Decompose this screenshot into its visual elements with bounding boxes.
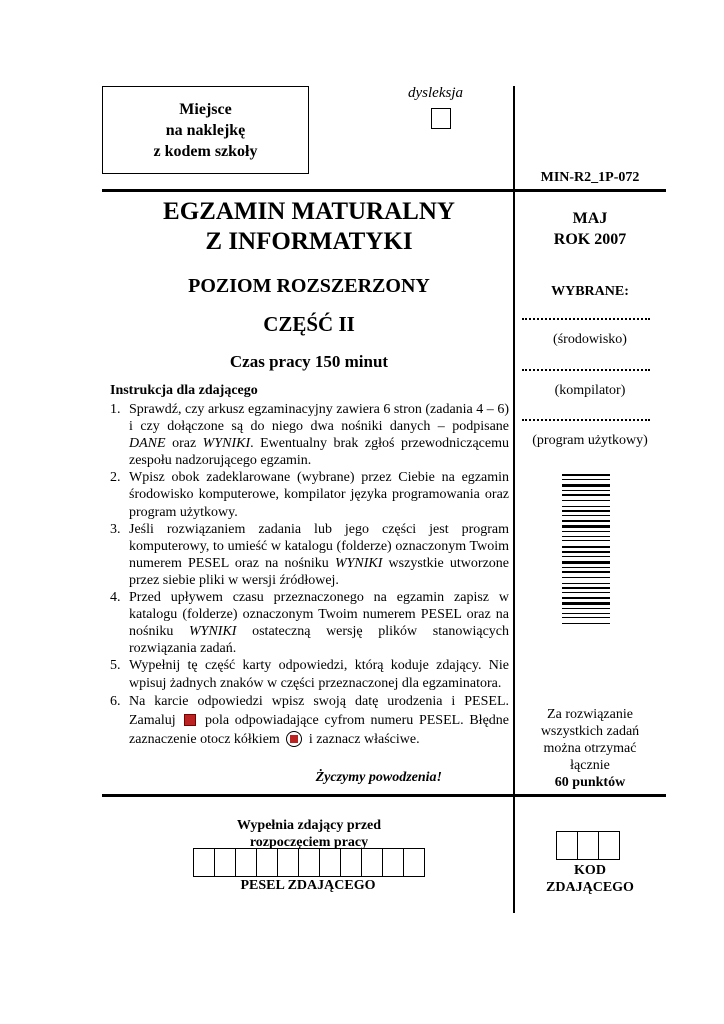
bottom-divider bbox=[102, 794, 666, 797]
circled-square-icon bbox=[286, 731, 302, 747]
student-code-input[interactable] bbox=[556, 831, 619, 860]
student-code-label bbox=[517, 862, 663, 896]
vertical-divider bbox=[513, 86, 515, 913]
pesel-digit-box[interactable] bbox=[277, 848, 299, 877]
instructions-title: Instrukcja dla zdającego bbox=[110, 383, 258, 398]
pesel-digit-box[interactable] bbox=[403, 848, 425, 877]
student-code-label-line-2: ZDAJĄCEGO bbox=[546, 880, 634, 895]
compiler-label: (kompilator) bbox=[554, 383, 626, 398]
exam-part: CZĘŚĆ II bbox=[263, 312, 355, 336]
points-line-2: wszystkich zadań bbox=[540, 724, 640, 739]
student-code-label-line-1: KOD bbox=[574, 863, 606, 878]
points-total: 60 punktów bbox=[554, 775, 626, 790]
pesel-label: PESEL ZDAJĄCEGO bbox=[240, 878, 376, 893]
pesel-digit-box[interactable] bbox=[214, 848, 236, 877]
exam-title-line-1: EGZAMIN MATURALNY bbox=[163, 198, 455, 225]
application-input-line[interactable] bbox=[522, 419, 650, 421]
fill-instruction-line-2: rozpoczęciem pracy bbox=[249, 835, 369, 850]
instruction-text: Sprawdź, czy arkusz egzaminacyjny zawiera 6 stron (zadania 4 – 6) i czy dołączone są do niego dwa nośniki danych – podpisane bbox=[129, 402, 509, 435]
pesel-digit-box[interactable] bbox=[340, 848, 362, 877]
code-digit-box[interactable] bbox=[577, 831, 599, 860]
points-line-3: można otrzymać bbox=[543, 741, 637, 756]
instruction-text: Jeśli rozwiązaniem zadania lub jego części jest program komputerowy, to umieść w katalogu (folderze) oznaczonym Twoim numerem PESEL oraz na nośniku bbox=[129, 521, 509, 571]
barcode-icon bbox=[562, 474, 610, 624]
fill-instruction bbox=[200, 817, 418, 851]
compiler-input-line[interactable] bbox=[522, 369, 650, 371]
exam-code: MIN-R2_1P-072 bbox=[540, 170, 640, 185]
dyslexia-label: dysleksja bbox=[408, 85, 463, 101]
sticker-line-2: na naklejkę bbox=[165, 121, 246, 139]
instruction-item bbox=[110, 469, 509, 520]
pesel-digit-box[interactable] bbox=[382, 848, 404, 877]
pesel-digit-box[interactable] bbox=[256, 848, 278, 877]
filled-square-icon bbox=[184, 714, 196, 726]
fill-instruction-line-1: Wypełnia zdający przed bbox=[236, 818, 382, 833]
exam-duration: Czas pracy 150 minut bbox=[229, 352, 389, 371]
environment-label: (środowisko) bbox=[553, 332, 627, 347]
instruction-number: 3. bbox=[110, 521, 121, 537]
instruction-text: Wpisz obok zadeklarowane (wybrane) przez Ciebie na egzamin środowisko komputerowe, kompilator języka programowania oraz program użytkowy. bbox=[129, 470, 509, 520]
pesel-digit-box[interactable] bbox=[193, 848, 215, 877]
pesel-digit-box[interactable] bbox=[235, 848, 257, 877]
chosen-heading: WYBRANE: bbox=[551, 284, 629, 299]
exam-title-line-2: Z INFORMATYKI bbox=[205, 228, 413, 255]
instruction-text: pola odpowiadające cyfrom numeru PESEL. Błędne zaznaczenie otocz kółkiem bbox=[129, 712, 509, 747]
instruction-item bbox=[110, 589, 509, 657]
good-luck-text: Życzymy powodzenia! bbox=[315, 770, 442, 785]
instruction-number: 4. bbox=[110, 590, 121, 606]
pesel-input[interactable] bbox=[193, 848, 424, 877]
instruction-item bbox=[110, 692, 509, 749]
instructions-list bbox=[110, 401, 509, 749]
instruction-text: Na karcie odpowiedzi wpisz swoją datę urodzenia i PESEL. Zamaluj bbox=[129, 693, 509, 728]
points-info bbox=[517, 706, 663, 791]
dyslexia-checkbox[interactable] bbox=[431, 108, 451, 129]
exam-level: POZIOM ROZSZERZONY bbox=[188, 275, 430, 297]
pesel-digit-box[interactable] bbox=[319, 848, 341, 877]
instruction-text: i zaznacz właściwe. bbox=[305, 731, 420, 747]
instruction-item bbox=[110, 657, 509, 691]
instruction-number: 5. bbox=[110, 658, 121, 674]
environment-input-line[interactable] bbox=[522, 318, 650, 320]
code-digit-box[interactable] bbox=[598, 831, 620, 860]
instruction-text: Wypełnij tę część karty odpowiedzi, którą koduje zdający. Nie wpisuj żadnych znaków w części przeznaczonej dla egzaminatora. bbox=[129, 658, 509, 691]
media-name-wyniki: WYNIKI bbox=[189, 624, 237, 640]
instruction-text: ostateczną wersję plików stanowiących rozwiązania zadań. bbox=[129, 624, 509, 657]
instruction-text: Przed upływem czasu przeznaczonego na egzamin zapisz w katalogu (folderze) oznaczonym Twoim numerem PESEL oraz na nośniku bbox=[129, 590, 509, 640]
media-name-dane: DANE bbox=[129, 436, 166, 452]
instruction-text: oraz bbox=[165, 436, 203, 452]
instruction-number: 2. bbox=[110, 470, 121, 486]
instruction-number: 1. bbox=[110, 402, 121, 417]
points-line-4: łącznie bbox=[570, 758, 610, 773]
media-name-wyniki: WYNIKI bbox=[202, 436, 251, 452]
instruction-text: wszystkie utworzone przez siebie pliki w wersji źródłowej. bbox=[129, 555, 510, 588]
exam-year: ROK 2007 bbox=[553, 231, 627, 248]
code-digit-box[interactable] bbox=[556, 831, 578, 860]
pesel-digit-box[interactable] bbox=[361, 848, 383, 877]
exam-month: MAJ bbox=[572, 210, 608, 227]
sticker-line-3: z kodem szkoły bbox=[153, 142, 258, 160]
instruction-number: 6. bbox=[110, 693, 121, 709]
instruction-item bbox=[110, 521, 509, 589]
sticker-line-1: Miejsce bbox=[179, 100, 232, 118]
instruction-item bbox=[110, 401, 509, 469]
top-divider bbox=[102, 189, 666, 192]
media-name-wyniki: WYNIKI bbox=[334, 555, 383, 571]
pesel-digit-box[interactable] bbox=[298, 848, 320, 877]
instruction-text: . Ewentualny brak zgłoś przewodniczącemu zespołu nadzorującego egzamin. bbox=[129, 436, 509, 469]
application-label: (program użytkowy) bbox=[532, 433, 648, 448]
points-line-1: Za rozwiązanie bbox=[547, 707, 633, 722]
school-code-sticker-box bbox=[102, 86, 309, 174]
